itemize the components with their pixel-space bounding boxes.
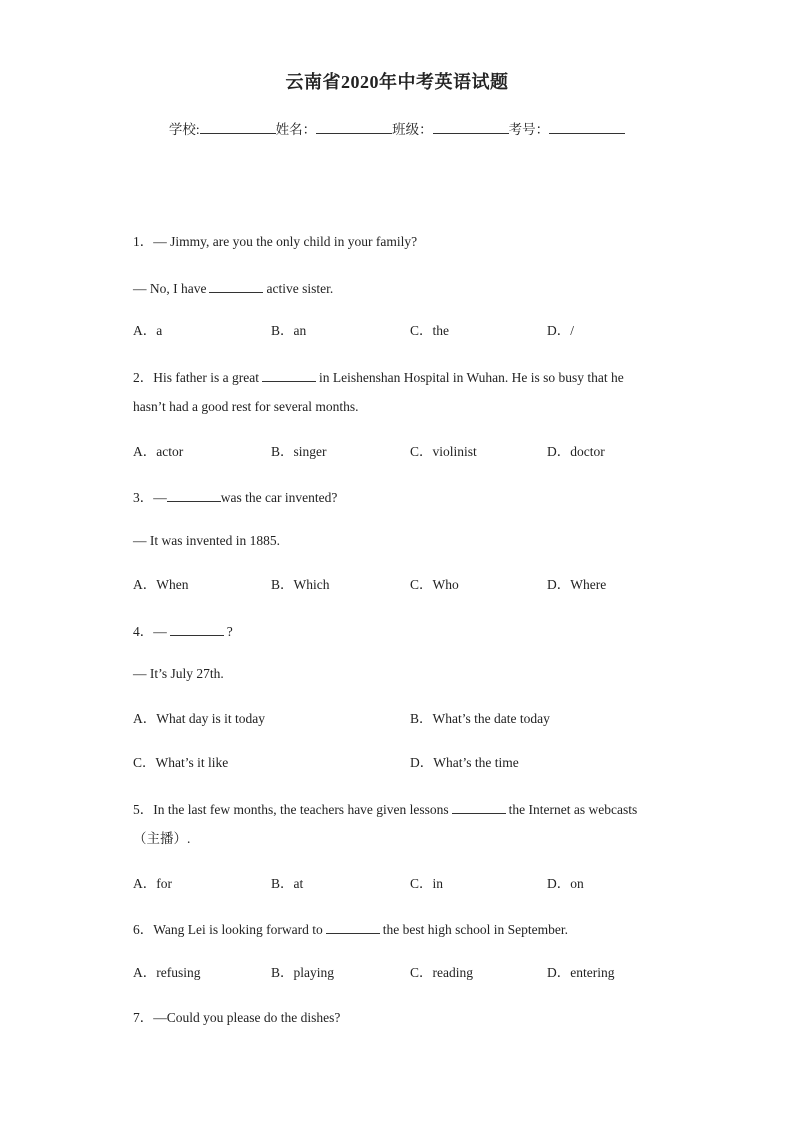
name-blank xyxy=(316,119,392,134)
number-blank xyxy=(549,119,625,134)
page-title: 云南省2020年中考英语试题 xyxy=(285,72,509,92)
question-2-option-c: C．violinist xyxy=(410,444,477,459)
answer-blank xyxy=(209,279,263,293)
number-label: 考号： xyxy=(508,122,550,137)
answer-blank xyxy=(167,488,221,502)
question-3-reply: — It was invented in 1885. xyxy=(133,533,280,548)
question-5-option-b: B．at xyxy=(271,876,304,891)
question-4-option-a: A．What day is it today xyxy=(133,711,265,726)
question-3-option-d: D．Where xyxy=(547,577,607,592)
question-5-stem: 5．In the last few months, the teachers have given lessons the Internet as webcasts xyxy=(133,802,638,817)
question-5-option-d: D．on xyxy=(547,876,584,891)
question-1-option-a: A．a xyxy=(133,323,163,338)
question-2-stem: 2．His father is a great in Leishenshan Hospital in Wuhan. He is so busy that he xyxy=(133,370,624,385)
question-1-reply: — No, I have active sister. xyxy=(133,281,334,296)
answer-blank xyxy=(170,622,224,636)
question-4-option-b: B．What’s the date today xyxy=(410,711,550,726)
class-blank xyxy=(433,119,509,134)
answer-blank xyxy=(452,800,506,814)
question-5-option-c: C．in xyxy=(410,876,444,891)
student-info-line xyxy=(0,118,794,138)
question-3-option-c: C．Who xyxy=(410,577,459,592)
question-4-reply: — It’s July 27th. xyxy=(133,666,224,681)
answer-blank xyxy=(262,368,316,382)
name-label: 姓名： xyxy=(275,122,317,137)
question-6-option-c: C．reading xyxy=(410,965,473,980)
question-3-stem: 3．— was the car invented? xyxy=(133,490,338,505)
question-4-option-d: D．What’s the time xyxy=(410,755,519,770)
question-5-option-a: A．for xyxy=(133,876,172,891)
question-4-stem: 4．— ? xyxy=(133,624,233,639)
question-6-option-b: B．playing xyxy=(271,965,334,980)
question-3-option-b: B．Which xyxy=(271,577,330,592)
question-6-option-d: D．entering xyxy=(547,965,615,980)
question-4-option-c: C．What’s it like xyxy=(133,755,229,770)
question-5-stem-cont: （主播）. xyxy=(133,831,191,846)
school-label: 学校: xyxy=(168,122,200,137)
question-2-stem-cont: hasn’t had a good rest for several months. xyxy=(133,399,359,414)
question-6-stem: 6．Wang Lei is looking forward to the best high school in September. xyxy=(133,922,568,937)
question-2-option-a: A．actor xyxy=(133,444,184,459)
school-blank xyxy=(200,119,276,134)
question-1-option-d: D．/ xyxy=(547,323,574,338)
question-7-stem: 7．—Could you please do the dishes? xyxy=(133,1010,341,1025)
question-3-option-a: A．When xyxy=(133,577,189,592)
question-1-stem: 1．— Jimmy, are you the only child in your family? xyxy=(133,234,418,249)
question-1-option-c: C．the xyxy=(410,323,449,338)
class-label: 班级： xyxy=(392,122,433,137)
question-2-option-d: D．doctor xyxy=(547,444,605,459)
question-6-option-a: A．refusing xyxy=(133,965,201,980)
answer-blank xyxy=(326,920,380,934)
question-1-option-b: B．an xyxy=(271,323,307,338)
question-2-option-b: B．singer xyxy=(271,444,327,459)
